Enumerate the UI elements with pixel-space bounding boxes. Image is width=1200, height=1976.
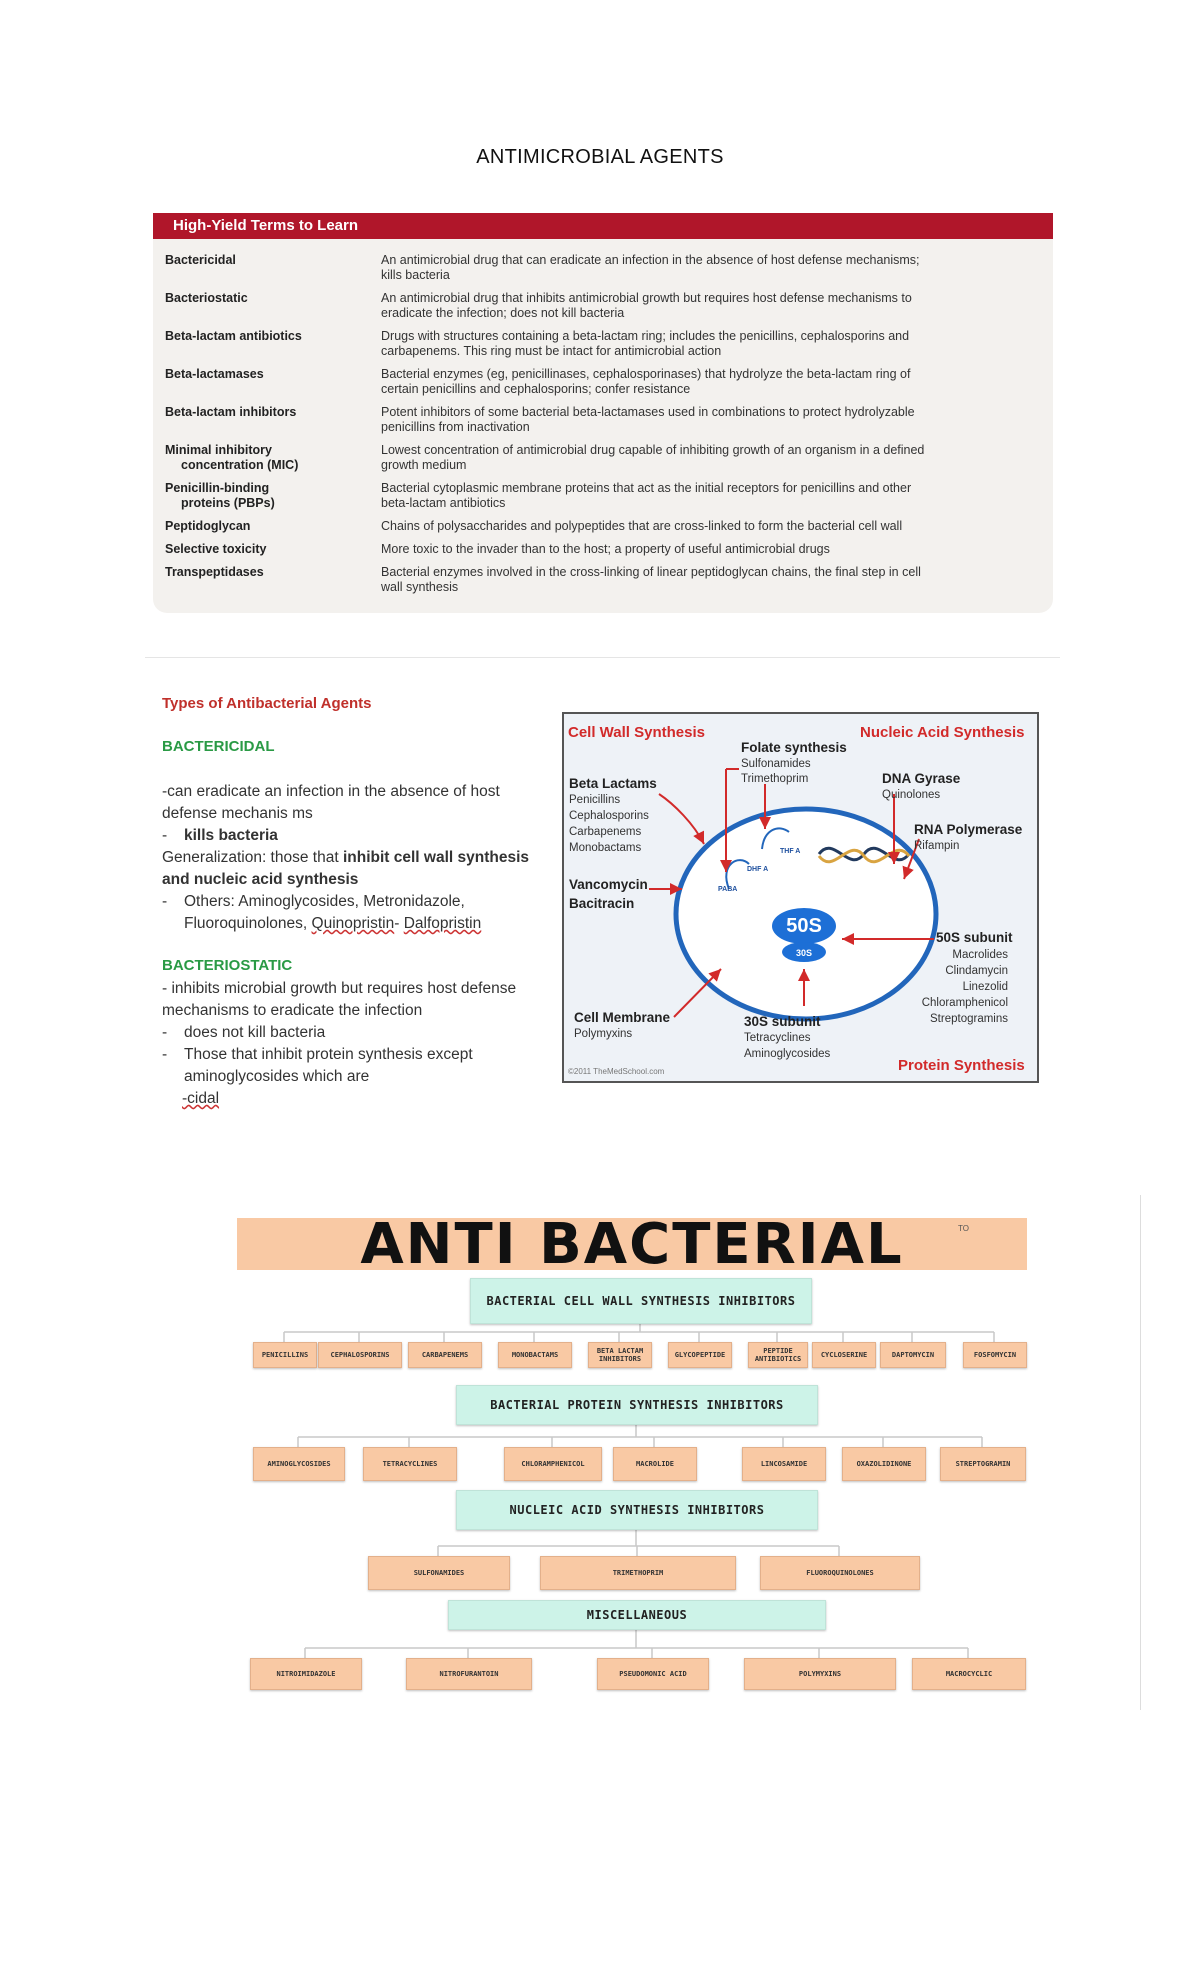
drug-box: SULFONAMIDES: [368, 1556, 510, 1590]
drug-box: CYCLOSERINE: [812, 1342, 876, 1368]
definition-line: penicillins from inactivation: [381, 420, 530, 434]
definition-line: More toxic to the invader than to the host; a property of useful antimicrobial drugs: [381, 542, 830, 556]
drug-box: CARBAPENEMS: [408, 1342, 482, 1368]
definition-line: Chains of polysaccharides and polypeptides that are cross-linked to form the bacterial cell wall: [381, 519, 903, 533]
bullet-text: kills bacteria: [184, 827, 278, 844]
ribosome-50s-label: 50S: [786, 915, 822, 937]
bullet-dash: -: [162, 827, 168, 844]
drug-box: TETRACYCLINES: [363, 1447, 457, 1481]
bacteriostatic-heading: BACTERIOSTATIC: [162, 957, 293, 974]
drug-box: CHLORAMPHENICOL: [504, 1447, 602, 1481]
drug-box: GLYCOPEPTIDE: [668, 1342, 732, 1368]
folate-drug-2: Trimethoprim: [741, 773, 809, 785]
30s-subunit-title: 30S subunit: [744, 1014, 821, 1029]
others-text-d: Dalfopristin: [403, 915, 482, 932]
generalization-bold: inhibit cell wall synthesis: [342, 849, 530, 866]
definition-line: Bacterial enzymes involved in the cross-linking of linear peptidoglycan chains, the final step in cell: [381, 565, 921, 579]
drug-box: CEPHALOSPORINS: [318, 1342, 402, 1368]
50s-drug-4: Chloramphenicol: [921, 997, 1008, 1009]
rna-polymerase-title: RNA Polymerase: [914, 822, 1023, 837]
category-header: BACTERIAL CELL WALL SYNTHESIS INHIBITORS: [470, 1278, 812, 1324]
drug-box: DAPTOMYCIN: [880, 1342, 946, 1368]
beta-lactam-drug-4: Monobactams: [569, 842, 642, 854]
drug-box: MACROLIDE: [613, 1447, 697, 1481]
category-header: MISCELLANEOUS: [448, 1600, 826, 1630]
50s-drug-2: Clindamycin: [945, 965, 1008, 977]
bacteriostatic-line-2: mechanisms to eradicate the infection: [162, 1002, 423, 1019]
beta-lactam-drug-3: Carbapenems: [569, 826, 642, 838]
anti-bacterial-title: ANTI BACTERIAL: [360, 1212, 904, 1277]
term-line: Selective toxicity: [165, 542, 267, 556]
bullet-line-3: -cidal: [182, 1090, 220, 1107]
30s-drug-2: Aminoglycosides: [744, 1048, 831, 1060]
definition-line: Drugs with structures containing a beta-lactam ring; includes the penicillins, cephalosporins and: [381, 329, 910, 343]
drug-box: FOSFOMYCIN: [963, 1342, 1027, 1368]
drug-box: STREPTOGRAMIN: [940, 1447, 1026, 1481]
others-text-b: Quinopristin: [311, 915, 395, 932]
drug-box: NITROIMIDAZOLE: [250, 1658, 362, 1690]
term-line: Penicillin-binding: [165, 481, 270, 495]
drug-box: NITROFURANTOIN: [406, 1658, 532, 1690]
protein-synthesis-label: Protein Synthesis: [898, 1057, 1025, 1074]
drug-box: OXAZOLIDINONE: [842, 1447, 926, 1481]
bactericidal-heading: BACTERICIDAL: [162, 738, 275, 755]
definition-line: kills bacteria: [381, 268, 450, 282]
page-title: ANTIMICROBIAL AGENTS: [476, 146, 724, 168]
definition-line: wall synthesis: [381, 580, 459, 594]
types-heading: Types of Antibacterial Agents: [162, 695, 372, 712]
bullet-dash: -: [162, 1024, 168, 1041]
others-line-1: Others: Aminoglycosides, Metronidazole,: [184, 893, 465, 910]
definition-line: An antimicrobial drug that can eradicate an infection in the absence of host defense mechanisms;: [381, 253, 920, 267]
drug-box: BETA LACTAM INHIBITORS: [588, 1342, 652, 1368]
definition-line: certain penicillins and cephalosporins; confer resistance: [381, 382, 691, 396]
nucleic-acid-synthesis-label: Nucleic Acid Synthesis: [860, 724, 1025, 741]
term-line: Peptidoglycan: [165, 519, 251, 533]
drug-box: MONOBACTAMS: [498, 1342, 572, 1368]
bullet-dash: -: [162, 893, 168, 910]
category-header: BACTERIAL PROTEIN SYNTHESIS INHIBITORS: [456, 1385, 818, 1425]
drug-box: TRIMETHOPRIM: [540, 1556, 736, 1590]
page-edge-line: [1140, 1195, 1141, 1710]
ribosome-30s-label: 30S: [795, 948, 812, 958]
folate-drug-1: Sulfonamides: [741, 758, 811, 770]
definition-line: Bacterial enzymes (eg, penicillinases, cephalosporinases) that hydrolyze the beta-lactam ring of: [381, 367, 911, 381]
term-line: Beta-lactamases: [165, 367, 264, 381]
term-line: Beta-lactam antibiotics: [165, 329, 302, 343]
cell-membrane-title: Cell Membrane: [574, 1010, 671, 1025]
definition-line: Potent inhibitors of some bacterial beta-lactamases used in combinations to protect hydrolyzable: [381, 405, 915, 419]
others-text-c: -: [394, 915, 404, 932]
50s-drug-3: Linezolid: [962, 981, 1008, 993]
generalization-prefix: Generalization: those that: [162, 849, 343, 866]
drug-box: POLYMYXINS: [744, 1658, 896, 1690]
drug-box: MACROCYCLIC: [912, 1658, 1026, 1690]
term-line: Bactericidal: [165, 253, 236, 267]
drug-box: PEPTIDE ANTIBIOTICS: [748, 1342, 808, 1368]
definition-line: eradicate the infection; does not kill bacteria: [381, 306, 625, 320]
bullet-line-2: aminoglycosides which are: [184, 1068, 370, 1085]
beta-lactam-drug-1: Penicillins: [569, 794, 621, 806]
drug-box: PENICILLINS: [253, 1342, 317, 1368]
anti-bacterial-mark: TO: [958, 1224, 969, 1233]
term-line: concentration (MIC): [181, 458, 299, 472]
definition-line: growth medium: [381, 458, 467, 472]
drug-box: LINCOSAMIDE: [742, 1447, 826, 1481]
bullet-dash: -: [162, 1046, 168, 1063]
vancomycin-title: Vancomycin: [569, 877, 648, 892]
definition-line: Bacterial cytoplasmic membrane proteins that act as the initial receptors for penicillins and other: [381, 481, 912, 495]
cell-wall-synthesis-label: Cell Wall Synthesis: [568, 724, 705, 741]
term-line: Bacteriostatic: [165, 291, 248, 305]
beta-lactam-drug-2: Cephalosporins: [569, 810, 649, 822]
bactericidal-line-1: -can eradicate an infection in the absence of host: [162, 783, 500, 800]
rifampin-label: Rifampin: [914, 840, 960, 852]
generalization-line-2: and nucleic acid synthesis: [162, 871, 359, 888]
dhf-label: DHF A: [747, 866, 769, 873]
bacitracin-title: Bacitracin: [569, 896, 635, 911]
bullet-text: does not kill bacteria: [184, 1024, 326, 1041]
bactericidal-line-2: defense mechanis ms: [162, 805, 313, 822]
30s-drug-1: Tetracyclines: [744, 1032, 811, 1044]
term-line: Minimal inhibitory: [165, 443, 272, 457]
polymyxins-label: Polymyxins: [574, 1028, 633, 1040]
high-yield-header: High-Yield Terms to Learn: [153, 213, 1053, 239]
paba-label: PABA: [718, 886, 738, 893]
folate-synthesis-title: Folate synthesis: [741, 740, 847, 755]
drug-box: FLUOROQUINOLONES: [760, 1556, 920, 1590]
quinolones-label: Quinolones: [882, 789, 941, 801]
50s-subunit-title: 50S subunit: [936, 930, 1013, 945]
diagram-copyright: ©2011 TheMedSchool.com: [568, 1067, 665, 1076]
50s-drug-1: Macrolides: [952, 949, 1008, 961]
definition-line: Lowest concentration of antimicrobial drug capable of inhibiting growth of an organism in a defined: [381, 443, 925, 457]
beta-lactams-title: Beta Lactams: [569, 776, 657, 791]
thf-label: THF A: [780, 848, 801, 855]
bacteriostatic-line-1: - inhibits microbial growth but requires host defense: [162, 980, 517, 997]
term-line: proteins (PBPs): [181, 496, 275, 510]
term-line: Beta-lactam inhibitors: [165, 405, 297, 419]
definition-line: beta-lactam antibiotics: [381, 496, 506, 510]
definition-line: An antimicrobial drug that inhibits antimicrobial growth but requires host defense mechanisms to: [381, 291, 912, 305]
others-text-a: Fluoroquinolones,: [184, 915, 312, 932]
drug-box: PSEUDOMONIC ACID: [597, 1658, 709, 1690]
bullet-line-1: Those that inhibit protein synthesis except: [184, 1046, 473, 1063]
dna-gyrase-title: DNA Gyrase: [882, 771, 961, 786]
term-line: Transpeptidases: [165, 565, 264, 579]
drug-box: AMINOGLYCOSIDES: [253, 1447, 345, 1481]
50s-drug-5: Streptogramins: [930, 1013, 1008, 1025]
category-header: NUCLEIC ACID SYNTHESIS INHIBITORS: [456, 1490, 818, 1530]
definition-line: carbapenems. This ring must be intact for antimicrobial action: [381, 344, 722, 358]
